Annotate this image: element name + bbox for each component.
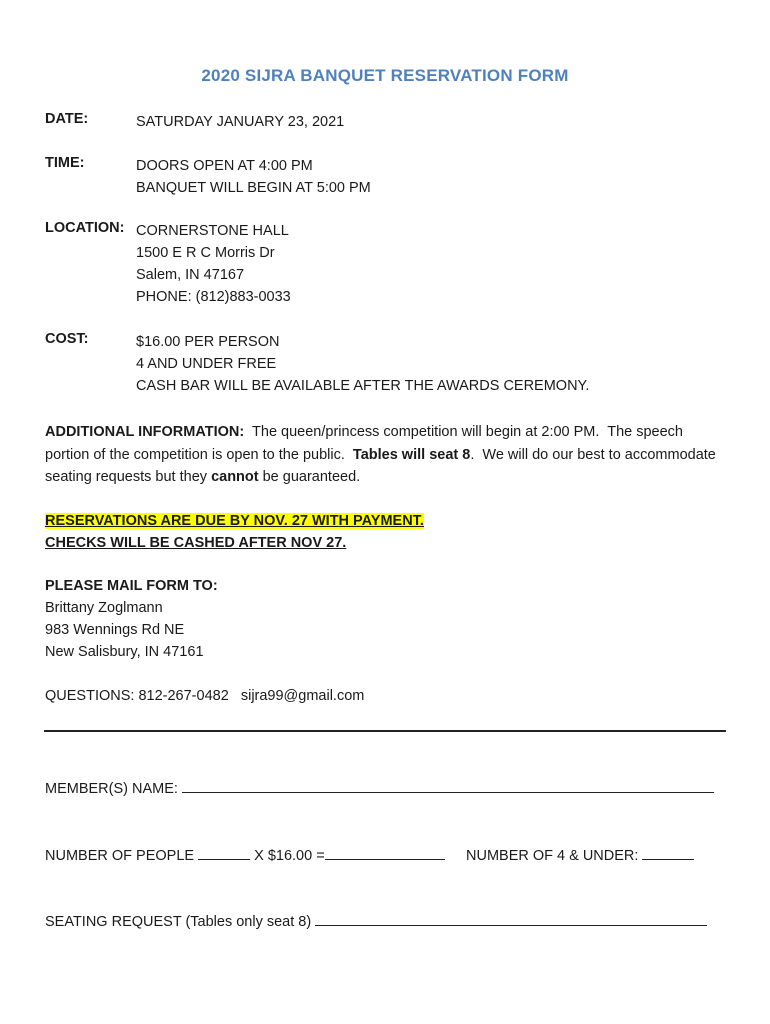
location-values [136, 220, 291, 308]
cost-line: $16.00 PER PERSON [136, 334, 280, 350]
total-amount-input[interactable] [325, 844, 445, 860]
deadline-block [45, 510, 735, 554]
mail-line: New Salisbury, IN 47161 [45, 644, 204, 660]
number-under-4-input[interactable] [642, 844, 694, 860]
cannot-emphasis: cannot [211, 469, 259, 485]
mail-label: PLEASE MAIL FORM TO: [45, 578, 218, 594]
cost-line: CASH BAR WILL BE AVAILABLE AFTER THE AWARDS CEREMONY. [136, 378, 590, 394]
members-field-row [45, 777, 714, 797]
multiplier-label: X $16.00 = [250, 848, 325, 864]
date-value: SATURDAY JANUARY 23, 2021 [136, 114, 345, 130]
mail-line: Brittany Zoglmann [45, 600, 163, 616]
location-line: Salem, IN 47167 [136, 267, 245, 283]
seating-request-input[interactable] [315, 910, 707, 926]
questions-line [45, 685, 735, 707]
location-line: 1500 E R C Morris Dr [136, 245, 275, 261]
additional-text: The queen/princess competition will begin at 2:00 PM. The speech portion of the competition is open to the public. [45, 424, 688, 463]
cost-values [136, 331, 589, 397]
time-label: TIME: [45, 155, 85, 171]
number-of-people-input[interactable] [198, 844, 250, 860]
under4-field-row [466, 844, 694, 864]
location-line: CORNERSTONE HALL [136, 223, 289, 239]
checks-cashed-note: CHECKS WILL BE CASHED AFTER NOV 27. [45, 535, 347, 551]
date-label: DATE: [45, 111, 89, 127]
section-divider [44, 730, 726, 732]
members-name-input[interactable] [182, 777, 714, 793]
under4-label: NUMBER OF 4 & UNDER: [466, 848, 643, 864]
cost-line: 4 AND UNDER FREE [136, 356, 277, 372]
location-label: LOCATION: [45, 220, 125, 236]
additional-text: be guaranteed. [258, 469, 361, 485]
additional-text: . We will do our best to accommodate seating requests but they [45, 446, 720, 485]
people-label: NUMBER OF PEOPLE [45, 848, 199, 864]
additional-information [45, 421, 725, 489]
seating-field-row [45, 910, 707, 930]
location-line: PHONE: (812)883-0033 [136, 289, 291, 305]
additional-label: ADDITIONAL INFORMATION: [45, 424, 245, 440]
reservations-due-note: RESERVATIONS ARE DUE BY NOV. 27 WITH PAYMENT. [45, 513, 424, 529]
time-values [136, 155, 371, 199]
form-title: 2020 SIJRA BANQUET RESERVATION FORM [201, 66, 569, 85]
tables-note: Tables will seat 8 [352, 446, 471, 463]
people-field-row [45, 844, 445, 864]
mail-block [45, 575, 735, 663]
members-label: MEMBER(S) NAME: [45, 781, 182, 797]
seating-label: SEATING REQUEST (Tables only seat 8) [45, 914, 316, 930]
cost-label: COST: [45, 331, 89, 347]
mail-line: 983 Wennings Rd NE [45, 622, 185, 638]
questions-contact: QUESTIONS: 812-267-0482 sijra99@gmail.com [45, 688, 365, 704]
time-line: BANQUET WILL BEGIN AT 5:00 PM [136, 180, 371, 196]
time-line: DOORS OPEN AT 4:00 PM [136, 158, 313, 174]
